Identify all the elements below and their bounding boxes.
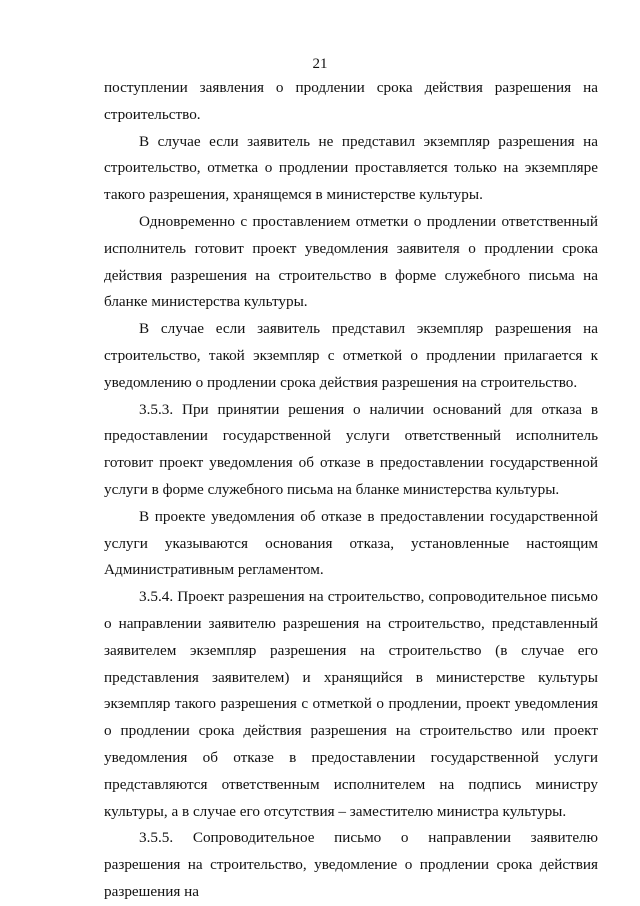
paragraph: В проекте уведомления об отказе в предоставлении государственной услуги указываются основания отказа, установленные настоящим Административным регламентом. <box>104 507 598 579</box>
paragraph: Одновременно с проставлением отметки о продлении ответственный исполнитель готовит проект уведомления заявителя о продлении срока действия разрешения на строительство в форме служебного письма на бланке министерства культуры. <box>104 212 598 311</box>
paragraph-continuation: поступлении заявления о продлении срока действия разрешения на строительство. <box>104 79 598 123</box>
page-number: 21 <box>312 56 328 72</box>
document-body <box>104 75 598 906</box>
paragraph-3-5-5: 3.5.5. Сопроводительное письмо о направлении заявителю разрешения на строительство, уведомление о продлении срока действия разрешения на <box>104 829 598 900</box>
paragraph: В случае если заявитель не представил экземпляр разрешения на строительство, отметка о продлении проставляется только на экземпляре такого разрешения, хранящемся в министерстве культуры. <box>104 132 598 204</box>
paragraph: В случае если заявитель представил экземпляр разрешения на строительство, такой экземпляр с отметкой о продлении прилагается к уведомлению о продлении срока действия разрешения на строительство. <box>104 320 598 391</box>
paragraph-3-5-4: 3.5.4. Проект разрешения на строительство, сопроводительное письмо о направлении заявителю разрешения на строительство, представленный заявителем экземпляр разрешения на строительство (в случае его представления заявителем) и хранящийся в министерстве культуры экземпляр такого разрешения с отметкой о продлении, проект уведомления о продлении срока действия разрешения на строительство или проект уведомления об отказе в предоставлении государственной услуги представляются ответственным исполнителем на подпись министру культуры, а в случае его отсутствия – заместителю министра культуры. <box>104 588 598 820</box>
paragraph-3-5-3: 3.5.3. При принятии решения о наличии оснований для отказа в предоставлении государственной услуги ответственный исполнитель готовит проект уведомления об отказе в предоставлении государственной услуги в форме служебного письма на бланке министерства культуры. <box>104 400 598 498</box>
